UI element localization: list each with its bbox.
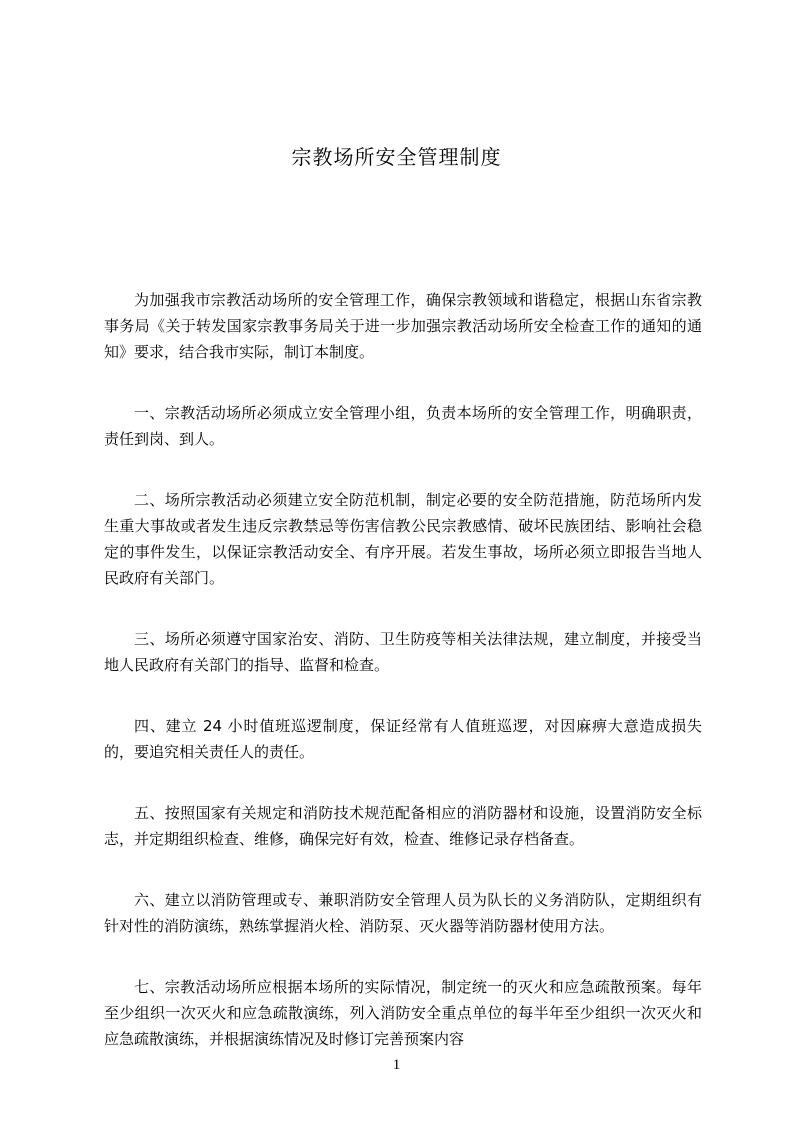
paragraph-article-1: 一、宗教活动场所必须成立安全管理小组，负责本场所的安全管理工作，明确职责，责任到岗、到人。 xyxy=(104,404,702,448)
page-number: 1 xyxy=(392,1057,401,1073)
document-body xyxy=(104,287,702,1087)
paragraph-article-6: 六、建立以消防管理或专、兼职消防安全管理人员为队长的义务消防队，定期组织有针对性的消防演练，熟练掌握消火栓、消防泵、灭火器等消防器材使用方法。 xyxy=(104,891,702,935)
paragraph-article-4: 四、建立 24 小时值班巡逻制度，保证经常有人值班巡逻，对因麻痹大意造成损失的，要追究相关责任人的责任。 xyxy=(104,717,702,761)
paragraph-article-3: 三、场所必须遵守国家治安、消防、卫生防疫等相关法律法规，建立制度，并接受当地人民政府有关部门的指导、监督和检查。 xyxy=(104,630,702,674)
paragraph-article-2: 二、场所宗教活动必须建立安全防范机制，制定必要的安全防范措施，防范场所内发生重大事故或者发生违反宗教禁忌等伤害信教公民宗教感情、破坏民族团结、影响社会稳定的事件发生，以保证宗教活动安全、有序开展。若发生事故，场所必须立即报告当地人民政府有关部门。 xyxy=(104,491,702,587)
paragraph-intro: 为加强我市宗教活动场所的安全管理工作，确保宗教领域和谐稳定，根据山东省宗教事务局《关于转发国家宗教事务局关于进一步加强宗教活动场所安全检查工作的通知的通知》要求，结合我市实际，制订本制度。 xyxy=(104,291,702,361)
document-title: 宗教场所安全管理制度 xyxy=(291,145,502,169)
paragraph-article-7: 七、宗教活动场所应根据本场所的实际情况，制定统一的灭火和应急疏散预案。每年至少组织一次灭火和应急疏散演练，列入消防安全重点单位的每半年至少组织一次灭火和应急疏散演练，并根据演练情况及时修订完善预案内容 xyxy=(104,978,702,1048)
paragraph-article-5: 五、按照国家有关规定和消防技术规范配备相应的消防器材和设施，设置消防安全标志，并定期组织检查、维修，确保完好有效，检查、维修记录存档备查。 xyxy=(104,804,702,848)
